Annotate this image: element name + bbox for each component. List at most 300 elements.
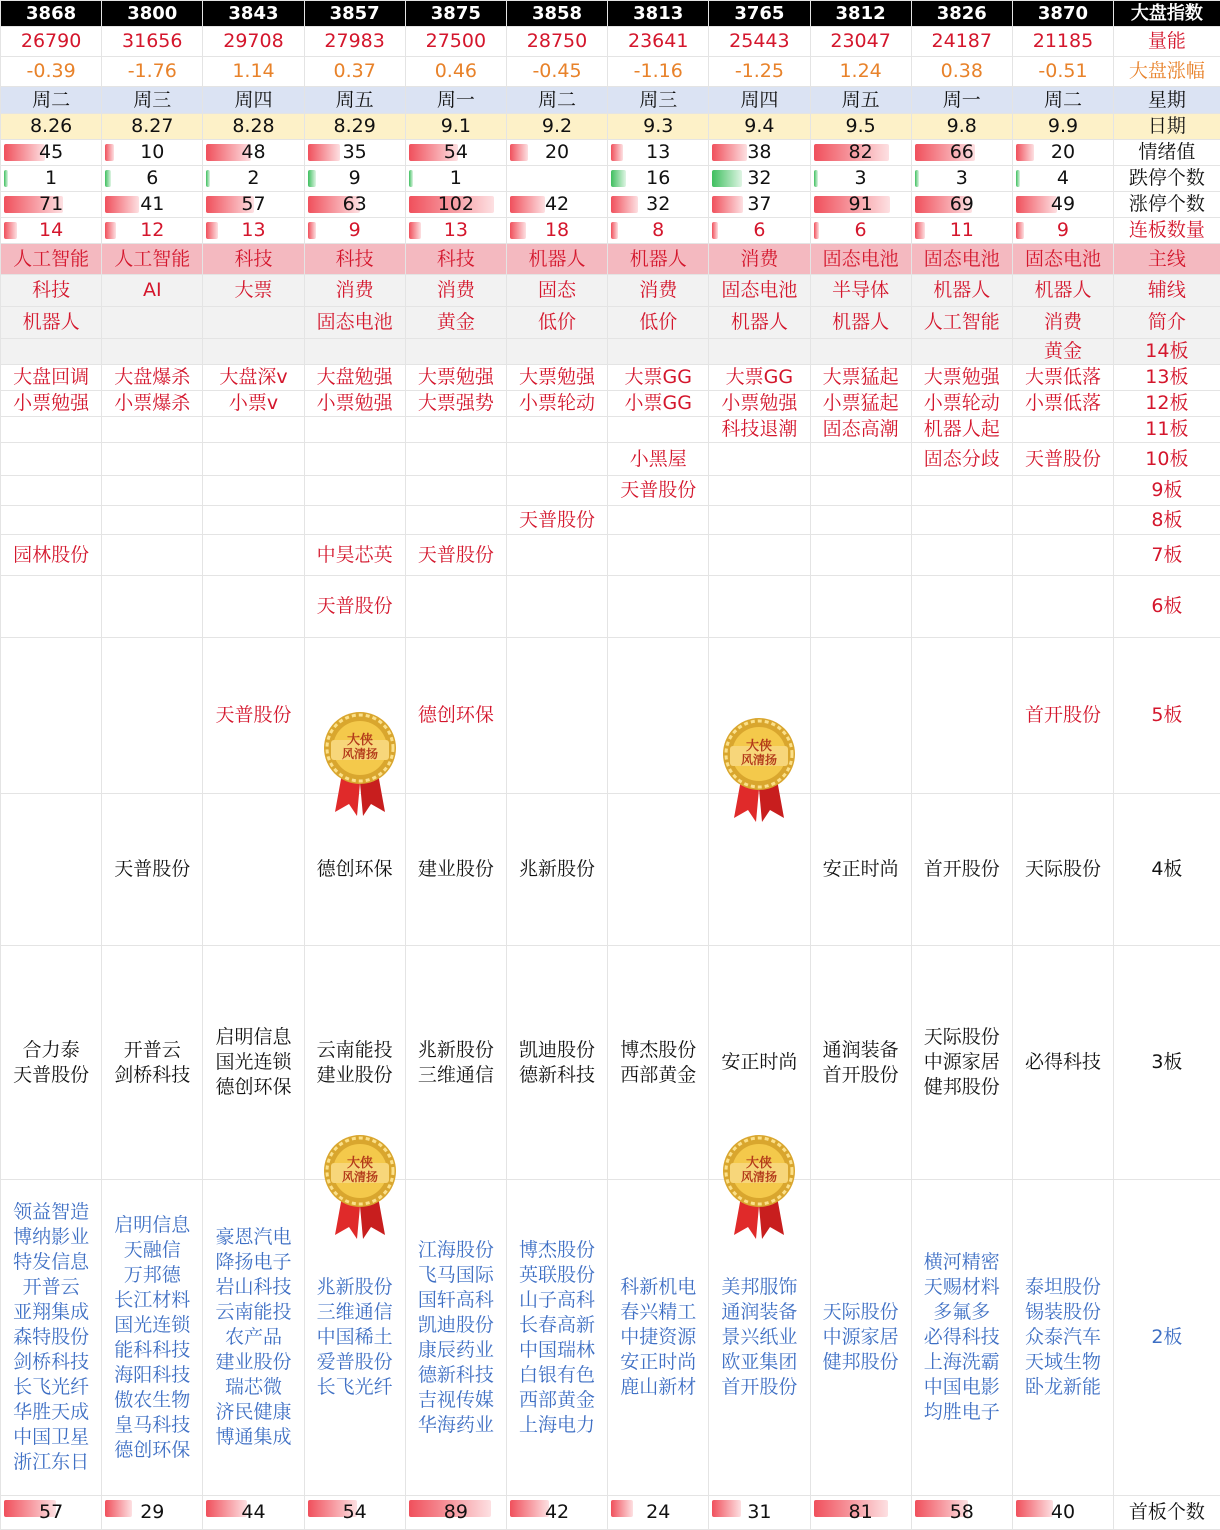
change-value: -1.76 [128, 60, 177, 82]
limit-down-value: 4 [1057, 167, 1069, 189]
sentiment-cell [608, 140, 709, 166]
b4-value: 首开股份 [924, 858, 1000, 880]
b3-cell [506, 946, 607, 1180]
value-bar [915, 222, 925, 239]
row-label-text: 星期 [1148, 89, 1186, 111]
board-count-value: 13 [444, 219, 468, 241]
limit-up-value: 71 [39, 193, 63, 215]
b2-value: 兆新股份 三维通信 中国稀土 爱普股份 长飞光纤 [317, 1276, 393, 1398]
b13-value: 大盘回调 [13, 366, 89, 388]
change-cell [506, 57, 607, 87]
b6-label [1114, 576, 1220, 638]
sentiment-value: 13 [646, 141, 670, 163]
value-bar [611, 222, 618, 239]
row-label-text: 涨停个数 [1129, 193, 1205, 215]
aux3-cell [102, 339, 203, 365]
first-board-value: 54 [343, 1501, 367, 1523]
svg-text:大侠: 大侠 [746, 738, 772, 754]
b9-cell [506, 476, 607, 506]
sentiment-cell [506, 140, 607, 166]
row-limit-up [1, 192, 1220, 218]
b9-cell [911, 476, 1012, 506]
b7-value: 天普股份 [418, 544, 494, 566]
date-value: 9.8 [947, 115, 977, 137]
aux1-value: 固态电池 [721, 279, 797, 301]
aux3-cell [304, 339, 405, 365]
value-bar [712, 144, 747, 161]
b11-cell [911, 417, 1012, 443]
row-board-count [1, 218, 1220, 244]
b12-cell [506, 391, 607, 417]
weekday-value: 周四 [740, 89, 778, 111]
b8-label [1114, 506, 1220, 535]
board-count-value: 14 [39, 219, 63, 241]
date-cell [608, 114, 709, 140]
b13-value: 大盘爆杀 [114, 366, 190, 388]
b10-value: 小黑屋 [630, 448, 687, 470]
aux1-value: 半导体 [832, 279, 889, 301]
header-value: 3812 [836, 3, 886, 24]
b8-cell [506, 506, 607, 535]
limit-down-cell [102, 166, 203, 192]
limit-up-value: 57 [241, 193, 265, 215]
sentiment-label [1114, 140, 1220, 166]
weekday-value: 周一 [943, 89, 981, 111]
first-board-cell [1012, 1496, 1113, 1530]
change-cell [709, 57, 810, 87]
svg-text:风清扬: 风清扬 [741, 752, 777, 767]
header-label [1114, 1, 1220, 27]
volume-cell [1, 27, 102, 57]
b4-value: 天普股份 [114, 858, 190, 880]
limit-down-bar [206, 170, 210, 187]
b3-value: 博杰股份 西部黄金 [620, 1039, 696, 1086]
volume-cell [102, 27, 203, 57]
sentiment-cell [102, 140, 203, 166]
row-aux2 [1, 307, 1220, 339]
aux2-value: 机器人 [23, 311, 80, 333]
weekday-value: 周三 [133, 89, 171, 111]
b6-cell [608, 576, 709, 638]
b9-cell [405, 476, 506, 506]
limit-up-value: 37 [747, 193, 771, 215]
sentiment-cell [911, 140, 1012, 166]
weekday-cell [810, 87, 911, 114]
b9-cell [102, 476, 203, 506]
weekday-value: 周二 [1044, 89, 1082, 111]
sentiment-cell [1, 140, 102, 166]
volume-value: 29708 [223, 30, 283, 52]
b3-cell [911, 946, 1012, 1180]
b7-cell [1012, 535, 1113, 576]
row-label-text: 2板 [1151, 1326, 1182, 1348]
row-limit-down [1, 166, 1220, 192]
b10-value: 天普股份 [1025, 448, 1101, 470]
b13-cell [506, 365, 607, 391]
limit-up-cell [911, 192, 1012, 218]
b10-cell [1012, 443, 1113, 476]
b12-value: 小票勉强 [13, 392, 89, 414]
aux3-cell [405, 339, 506, 365]
b4-cell [911, 794, 1012, 946]
aux1-value: 大票 [234, 279, 272, 301]
main-theme-cell [506, 244, 607, 275]
aux3-value: 黄金 [1044, 340, 1082, 362]
b12-value: 小票勉强 [721, 392, 797, 414]
sentiment-cell [203, 140, 304, 166]
b4-value: 天际股份 [1025, 858, 1101, 880]
b6-cell [304, 576, 405, 638]
b11-cell [1012, 417, 1113, 443]
b11-value: 科技退潮 [721, 418, 797, 440]
board-count-value: 13 [241, 219, 265, 241]
b7-value: 中昊芯英 [317, 544, 393, 566]
volume-label [1114, 27, 1220, 57]
volume-value: 28750 [527, 30, 587, 52]
aux3-cell [810, 339, 911, 365]
aux3-cell [506, 339, 607, 365]
aux3-cell [1, 339, 102, 365]
value-bar [510, 222, 527, 239]
b3-value: 安正时尚 [721, 1051, 797, 1073]
row-label-text: 11板 [1145, 418, 1188, 440]
board-count-value: 12 [140, 219, 164, 241]
date-cell [102, 114, 203, 140]
header-cell [1012, 1, 1113, 27]
sentiment-cell [1012, 140, 1113, 166]
aux2-value: 低价 [538, 311, 576, 333]
change-value: 0.38 [941, 60, 983, 82]
change-cell [102, 57, 203, 87]
weekday-value: 周一 [437, 89, 475, 111]
board-count-cell [304, 218, 405, 244]
b13-value: 大票勉强 [418, 366, 494, 388]
main-theme-value: 人工智能 [114, 248, 190, 270]
aux2-cell [709, 307, 810, 339]
b10-label [1114, 443, 1220, 476]
b12-value: 小票轮动 [924, 392, 1000, 414]
header-value: 3765 [734, 3, 784, 24]
weekday-cell [102, 87, 203, 114]
sentiment-value: 66 [950, 141, 974, 163]
date-cell [203, 114, 304, 140]
main-theme-cell [1012, 244, 1113, 275]
b13-cell [304, 365, 405, 391]
b10-cell [405, 443, 506, 476]
row-label-text: 4板 [1151, 858, 1182, 880]
b3-value: 云南能投 建业股份 [317, 1039, 393, 1086]
b6-cell [1, 576, 102, 638]
b4-value: 德创环保 [317, 858, 393, 880]
date-label [1114, 114, 1220, 140]
limit-up-cell [506, 192, 607, 218]
limit-down-cell [709, 166, 810, 192]
first-board-cell [405, 1496, 506, 1530]
b11-cell [1, 417, 102, 443]
change-value: -0.45 [532, 60, 581, 82]
row-label-text: 10板 [1145, 448, 1188, 470]
row-label-text: 情绪值 [1138, 141, 1195, 163]
board-count-value: 8 [652, 219, 664, 241]
b3-value: 兆新股份 三维通信 [418, 1039, 494, 1086]
board-count-value: 6 [855, 219, 867, 241]
b2-value: 领益智造 博纳影业 特发信息 开普云 亚翔集成 森特股份 剑桥科技 长飞光纤 华胜天成 中国卫星 浙江东日 [13, 1201, 89, 1473]
volume-cell [1012, 27, 1113, 57]
row-label-text: 日期 [1148, 115, 1186, 137]
b12-value: 小票爆杀 [114, 392, 190, 414]
board-count-value: 6 [753, 219, 765, 241]
b7-label [1114, 535, 1220, 576]
aux2-cell [405, 307, 506, 339]
first-board-label [1114, 1496, 1220, 1530]
row-label-text: 12板 [1145, 392, 1188, 414]
change-cell [304, 57, 405, 87]
first-board-cell [911, 1496, 1012, 1530]
limit-up-value: 32 [646, 193, 670, 215]
row-label-text: 3板 [1151, 1051, 1182, 1073]
row-b4 [1, 794, 1220, 946]
svg-text:大侠: 大侠 [347, 732, 373, 748]
change-cell [608, 57, 709, 87]
limit-up-value: 102 [438, 193, 474, 215]
limit-up-value: 91 [849, 193, 873, 215]
board-count-value: 9 [349, 219, 361, 241]
row-first-board [1, 1496, 1220, 1530]
main-theme-value: 固态电池 [924, 248, 1000, 270]
main-theme-cell [405, 244, 506, 275]
value-bar [105, 1500, 132, 1517]
b2-value: 美邦服饰 通润装备 景兴纸业 欧亚集团 首开股份 [721, 1276, 797, 1398]
b10-cell [709, 443, 810, 476]
value-bar [105, 222, 116, 239]
weekday-cell [1, 87, 102, 114]
b7-cell [608, 535, 709, 576]
b12-value: 小票GG [624, 392, 691, 414]
limit-up-cell [405, 192, 506, 218]
b6-cell [102, 576, 203, 638]
row-label-text: 8板 [1151, 509, 1182, 531]
value-bar [510, 1500, 549, 1517]
aux1-value: 机器人 [933, 279, 990, 301]
aux1-label [1114, 275, 1220, 307]
row-label-text: 辅线 [1148, 279, 1186, 301]
limit-down-bar [712, 170, 741, 187]
header-cell [405, 1, 506, 27]
b8-cell [608, 506, 709, 535]
b3-value: 通润装备 首开股份 [823, 1039, 899, 1086]
value-bar [611, 144, 623, 161]
b3-value: 合力泰 天普股份 [13, 1039, 89, 1086]
aux2-cell [810, 307, 911, 339]
main-theme-value: 消费 [740, 248, 778, 270]
b2-cell [405, 1180, 506, 1496]
aux1-cell [203, 275, 304, 307]
board-count-cell [1012, 218, 1113, 244]
main-theme-value: 机器人 [630, 248, 687, 270]
value-bar [611, 1500, 633, 1517]
sentiment-cell [709, 140, 810, 166]
row-header [1, 1, 1220, 27]
sentiment-value: 54 [444, 141, 468, 163]
b7-cell [506, 535, 607, 576]
medal-badge-icon [305, 712, 415, 822]
b13-cell [102, 365, 203, 391]
row-b8 [1, 506, 1220, 535]
value-bar [814, 222, 820, 239]
first-board-cell [102, 1496, 203, 1530]
row-aux3 [1, 339, 1220, 365]
change-cell [405, 57, 506, 87]
b13-cell [810, 365, 911, 391]
limit-down-cell [1012, 166, 1113, 192]
header-value: 3870 [1038, 3, 1088, 24]
b4-value: 兆新股份 [519, 858, 595, 880]
b2-cell [608, 1180, 709, 1496]
value-bar [409, 222, 421, 239]
header-cell [810, 1, 911, 27]
weekday-cell [709, 87, 810, 114]
first-board-cell [608, 1496, 709, 1530]
date-value: 9.1 [441, 115, 471, 137]
row-weekday [1, 87, 1220, 114]
b13-cell [203, 365, 304, 391]
date-value: 8.29 [334, 115, 376, 137]
date-value: 8.28 [232, 115, 274, 137]
value-bar [308, 144, 340, 161]
aux2-cell [102, 307, 203, 339]
row-aux1 [1, 275, 1220, 307]
limit-up-label [1114, 192, 1220, 218]
first-board-value: 42 [545, 1501, 569, 1523]
b7-cell [405, 535, 506, 576]
sentiment-cell [304, 140, 405, 166]
weekday-cell [911, 87, 1012, 114]
row-label-text: 7板 [1151, 544, 1182, 566]
header-value: 3813 [633, 3, 683, 24]
main-theme-cell [304, 244, 405, 275]
aux2-cell [1, 307, 102, 339]
weekday-cell [405, 87, 506, 114]
weekday-cell [304, 87, 405, 114]
main-theme-cell [1, 244, 102, 275]
header-cell [911, 1, 1012, 27]
volume-cell [304, 27, 405, 57]
b3-cell [405, 946, 506, 1180]
header-value: 3858 [532, 3, 582, 24]
b7-cell [709, 535, 810, 576]
first-board-cell [810, 1496, 911, 1530]
b13-cell [1012, 365, 1113, 391]
weekday-value: 周五 [336, 89, 374, 111]
header-value: 3826 [937, 3, 987, 24]
b13-value: 大盘勉强 [317, 366, 393, 388]
value-bar [712, 196, 743, 213]
b9-cell [709, 476, 810, 506]
main-theme-cell [709, 244, 810, 275]
limit-down-bar [814, 170, 818, 187]
b12-value: 小票低落 [1025, 392, 1101, 414]
b12-label [1114, 391, 1220, 417]
header-value: 3857 [330, 3, 380, 24]
b3-cell [1, 946, 102, 1180]
b2-cell [911, 1180, 1012, 1496]
aux1-value: 固态 [538, 279, 576, 301]
b4-label [1114, 794, 1220, 946]
b3-value: 天际股份 中源家居 健邦股份 [924, 1026, 1000, 1098]
b12-cell [608, 391, 709, 417]
board-count-value: 18 [545, 219, 569, 241]
b11-cell [709, 417, 810, 443]
b6-cell [405, 576, 506, 638]
first-board-cell [1, 1496, 102, 1530]
b13-value: 大票勉强 [519, 366, 595, 388]
board-count-label [1114, 218, 1220, 244]
first-board-value: 44 [241, 1501, 265, 1523]
b4-cell [608, 794, 709, 946]
aux3-label [1114, 339, 1220, 365]
b12-cell [102, 391, 203, 417]
sentiment-cell [405, 140, 506, 166]
medal-graphic [704, 718, 814, 828]
aux1-cell [1, 275, 102, 307]
b12-cell [911, 391, 1012, 417]
value-bar [4, 222, 17, 239]
b13-cell [608, 365, 709, 391]
medal-badge-icon [704, 718, 814, 828]
svg-text:大侠: 大侠 [347, 1155, 373, 1171]
header-cell [608, 1, 709, 27]
b13-value: 大票GG [624, 366, 691, 388]
row-label-text: 连板数量 [1129, 219, 1205, 241]
volume-value: 23047 [830, 30, 890, 52]
aux1-value: 科技 [32, 279, 70, 301]
value-bar [712, 1500, 741, 1517]
aux2-value: 消费 [1044, 311, 1082, 333]
sentiment-value: 48 [241, 141, 265, 163]
aux2-cell [304, 307, 405, 339]
limit-down-bar [308, 170, 316, 187]
row-date [1, 114, 1220, 140]
weekday-value: 周三 [639, 89, 677, 111]
aux2-cell [203, 307, 304, 339]
limit-down-value: 1 [450, 167, 462, 189]
medal-graphic [704, 1135, 814, 1245]
aux1-value: 机器人 [1034, 279, 1091, 301]
b10-cell [203, 443, 304, 476]
b11-cell [102, 417, 203, 443]
change-cell [810, 57, 911, 87]
b3-cell [810, 946, 911, 1180]
row-sentiment [1, 140, 1220, 166]
change-cell [911, 57, 1012, 87]
main-theme-value: 人工智能 [13, 248, 89, 270]
sentiment-value: 20 [545, 141, 569, 163]
b3-value: 启明信息 国光连锁 德创环保 [215, 1026, 291, 1098]
header-value: 3868 [26, 3, 76, 24]
b5-cell [1012, 638, 1113, 794]
b4-cell [506, 794, 607, 946]
b8-cell [203, 506, 304, 535]
change-value: 1.24 [839, 60, 881, 82]
first-board-value: 81 [849, 1501, 873, 1523]
value-bar [1016, 1500, 1053, 1517]
date-cell [304, 114, 405, 140]
b11-cell [608, 417, 709, 443]
date-cell [1, 114, 102, 140]
board-count-cell [1, 218, 102, 244]
row-label-text: 9板 [1151, 479, 1182, 501]
b9-label [1114, 476, 1220, 506]
